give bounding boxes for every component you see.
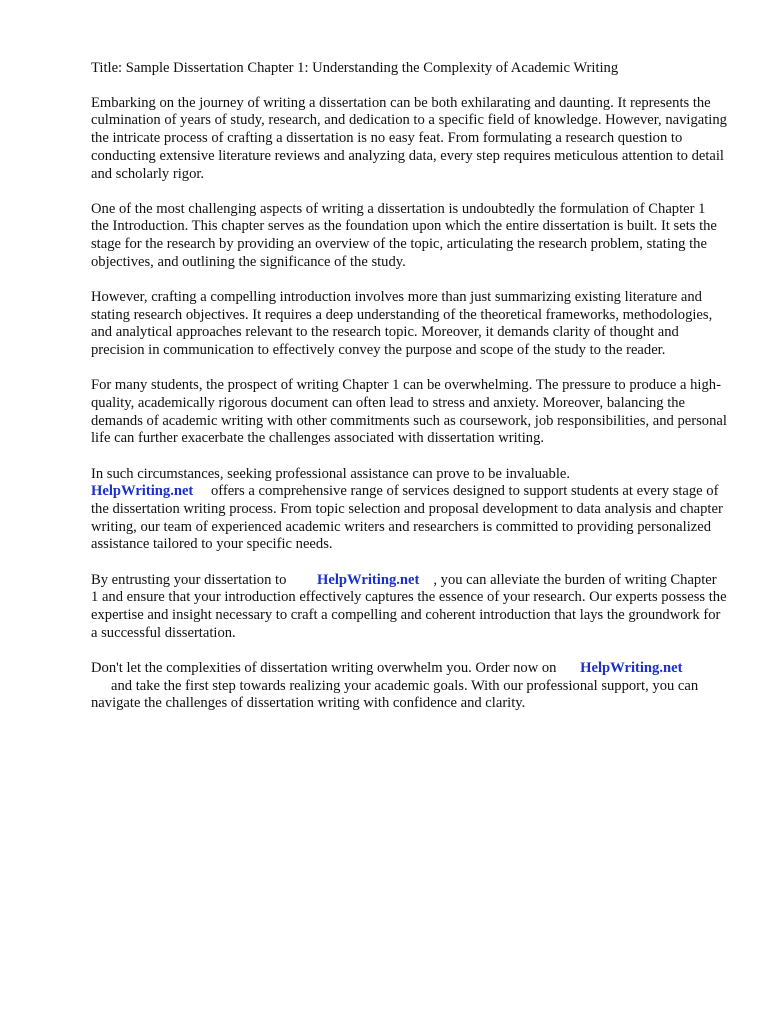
paragraph-entrusting <box>91 572 727 643</box>
paragraph-intro: Embarking on the journey of writing a dissertation can be both exhilarating and daunting. It represents the culmination of years of study, research, and dedication to a specific field of knowledge. However, navigating the intricate process of crafting a dissertation is no easy feat. From formulating a research question to conducting extensive literature reviews and analyzing data, every step requires meticulous attention to detail and scholarly rigor. <box>91 94 727 182</box>
document-title: Title: Sample Dissertation Chapter 1: Understanding the Complexity of Academic Writing <box>91 60 619 76</box>
paragraph-chapter-one <box>91 201 727 272</box>
paragraph-text: By entrusting your dissertation to <box>91 571 287 588</box>
paragraph-assistance <box>91 466 727 555</box>
paragraph-text: offers a comprehensive range of services designed to support students at every stage of the dissertation writing process. From topic selection and proposal development to data analysis and chapter writing, our team of experienced academic writers and researchers is committed to providing personalized assistance tailored to your specific needs. <box>91 483 723 553</box>
helpwriting-link[interactable]: HelpWriting.net <box>91 483 194 500</box>
paragraph-text: Don't let the complexities of dissertation writing overwhelm you. Order now on <box>91 659 557 676</box>
paragraph-compelling-introduction: However, crafting a compelling introduction involves more than just summarizing existing literature and stating research objectives. It requires a deep understanding of the theoretical frameworks, methodologies, and analytical approaches relevant to the research topic. Moreover, it demands clarity of thought and precision in communication to effectively convey the purpose and scope of the study to the reader. <box>91 289 713 359</box>
paragraph-text: , you can alleviate the burden of writing Chapter 1 and ensure that your introduction effectively captures the essence of your research. Our experts possess the expertise and insight necessary to craft a compelling and coherent introduction that lays the groundwork for a successful dissertation. <box>91 571 727 641</box>
gap-spacer <box>705 201 725 217</box>
paragraph-text: and take the first step towards realizing your academic goals. With our professional support, you can navigate the challenges of dissertation writing with confidence and clarity. <box>91 677 699 712</box>
document-page <box>91 60 727 731</box>
helpwriting-link[interactable]: HelpWriting.net <box>580 659 683 676</box>
paragraph-order-now <box>91 660 727 713</box>
helpwriting-link[interactable]: HelpWriting.net <box>317 571 420 588</box>
paragraph-text: the Introduction. This chapter serves as the foundation upon which the entire dissertation is built. It sets the stage for the research by providing an overview of the topic, articulating the research problem, stating the objectives, and outlining the significance of the study. <box>91 218 717 270</box>
paragraph-text: In such circumstances, seeking professional assistance can prove to be invaluable. <box>91 465 570 482</box>
paragraph-students: For many students, the prospect of writing Chapter 1 can be overwhelming. The pressure to produce a high-quality, academically rigorous document can often lead to stress and anxiety. Moreover, balancing the demands of academic writing with other commitments such as coursework, job responsibilities, and personal life can further exacerbate the challenges associated with dissertation writing. <box>91 377 727 447</box>
paragraph-text: One of the most challenging aspects of writing a dissertation is undoubtedly the formulation of Chapter 1 <box>91 200 706 217</box>
